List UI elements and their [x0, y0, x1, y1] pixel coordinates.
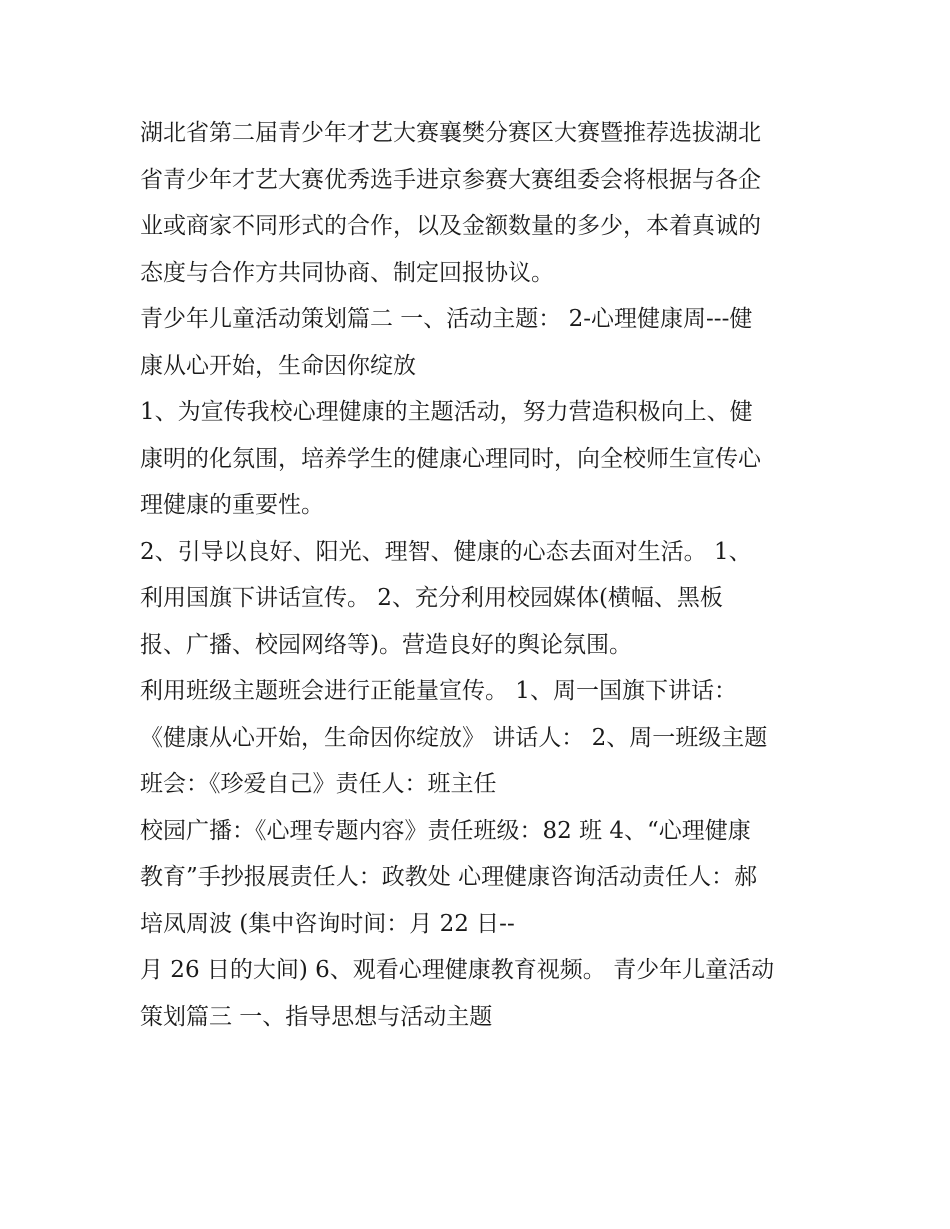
text-line: 校园广播：《心理专题内容》责任班级：82 班 4、“心理健康 — [140, 817, 751, 844]
text-line: 省青少年才艺大赛优秀选手进京参赛大赛组委会将根据与各企 — [140, 166, 761, 193]
text-line: 《健康从心开始，生命因你绽放》 讲话人： 2、周一班级主题 — [140, 724, 768, 751]
text-line: 1、为宣传我校心理健康的主题活动，努力营造积极向上、健 — [140, 399, 753, 425]
text-line: 利用国旗下讲话宣传。 2、充分利用校园媒体(横幅、黑板 — [140, 585, 723, 611]
text-line: 2、引导以良好、阳光、理智、健康的心态去面对生活。 1、 — [140, 538, 752, 565]
text-line: 态度与合作方共同协商、制定回报协议。 — [140, 259, 554, 286]
text-line: 理健康的重要性。 — [140, 492, 324, 518]
text-line: 利用班级主题班会进行正能量宣传。 1、周一国旗下讲话： — [140, 678, 737, 704]
text-line: 青少年儿童活动策划篇二 一、活动主题： 2-心理健康周---健 — [140, 306, 753, 332]
text-line: 月 26 日的大间) 6、观看心理健康教育视频。 青少年儿童活动 — [140, 957, 775, 983]
text-line: 教育”手抄报展责任人：政教处 心理健康咨询活动责任人：郝 — [140, 864, 758, 890]
text-line: 湖北省第二届青少年才艺大赛襄樊分赛区大赛暨推荐选拔湖北 — [140, 120, 761, 146]
text-line: 培凤周波 (集中咨询时间：月 22 日-- — [140, 910, 515, 937]
text-line: 策划篇三 一、指导思想与活动主题 — [140, 1003, 493, 1030]
text-line: 康从心开始，生命因你绽放 — [140, 352, 416, 379]
text-line: 报、广播、校园网络等)。营造良好的舆论氛围。 — [140, 631, 632, 658]
document-body — [140, 110, 820, 1040]
text-line: 班会：《珍爱自己》责任人：班主任 — [140, 771, 497, 797]
text-line: 康明的化氛围，培养学生的健康心理同时，向全校师生宣传心 — [140, 445, 761, 472]
text-line: 业或商家不同形式的合作，以及金额数量的多少，本着真诚的 — [140, 213, 761, 239]
